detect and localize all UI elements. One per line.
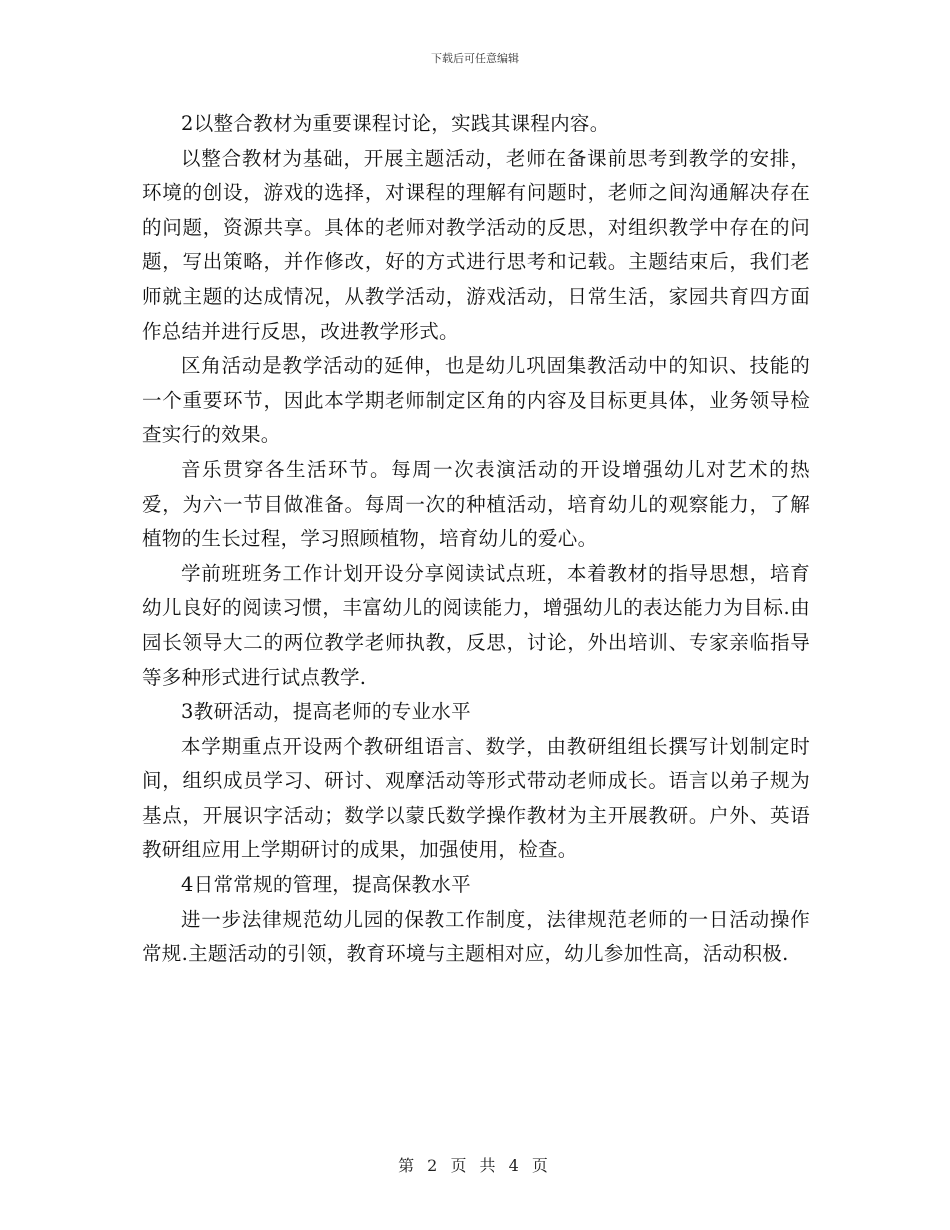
paragraph: 以整合教材为基础，开展主题活动，老师在备课前思考到教学的安排，环境的创设，游戏的选择，对课程的理解有问题时，老师之间沟通解决存在的问题，资源共享。具体的老师对教学活动的反思，对组织教学中存在的问题，写出策略，并作修改，好的方式进行思考和记载。主题结束后，我们老师就主题的达成情况，从教学活动，游戏活动，日常生活，家园共育四方面作总结并进行反思，改进教学形式。 <box>142 146 810 343</box>
page-header: 下载后可任意编辑 <box>431 52 519 65</box>
paragraph: 进一步法律规范幼儿园的保教工作制度，法律规范老师的一日活动操作常规.主题活动的引领，教育环境与主题相对应，幼儿参加性高，活动积极. <box>142 907 810 966</box>
section-heading-4: 4日常常规的管理，提高保教水平 <box>181 873 471 897</box>
section-heading-3: 3教研活动，提高老师的专业水平 <box>181 700 471 724</box>
paragraph: 学前班班务工作计划开设分享阅读试点班，本着教材的指导思想，培育幼儿良好的阅读习惯，丰富幼儿的阅读能力，增强幼儿的表达能力为目标.由园长领导大二的两位教学老师执教，反思，讨论，外出培训、专家亲临指导等多种形式进行试点教学. <box>142 561 810 689</box>
paragraph: 本学期重点开设两个教研组语言、数学，由教研组组长撰写计划制定时间，组织成员学习、研讨、观摩活动等形式带动老师成长。语言以弟子规为基点，开展识字活动；数学以蒙氏数学操作教材为主开展教研。户外、英语教研组应用上学期研讨的成果，加强使用，检查。 <box>142 734 810 862</box>
document-body <box>142 107 810 972</box>
paragraph: 音乐贯穿各生活环节。每周一次表演活动的开设增强幼儿对艺术的热爱，为六一节目做准备。每周一次的种植活动，培育幼儿的观察能力，了解植物的生长过程，学习照顾植物，培育幼儿的爱心。 <box>142 457 810 551</box>
paragraph: 区角活动是教学活动的延伸，也是幼儿巩固集教活动中的知识、技能的一个重要环节，因此本学期老师制定区角的内容及目标更具体，业务领导检查实行的效果。 <box>142 354 810 447</box>
section-heading-2: 2以整合教材为重要课程讨论，实践其课程内容。 <box>181 112 610 135</box>
page-number-footer: 第 2 页 共 4 页 <box>398 1156 552 1175</box>
